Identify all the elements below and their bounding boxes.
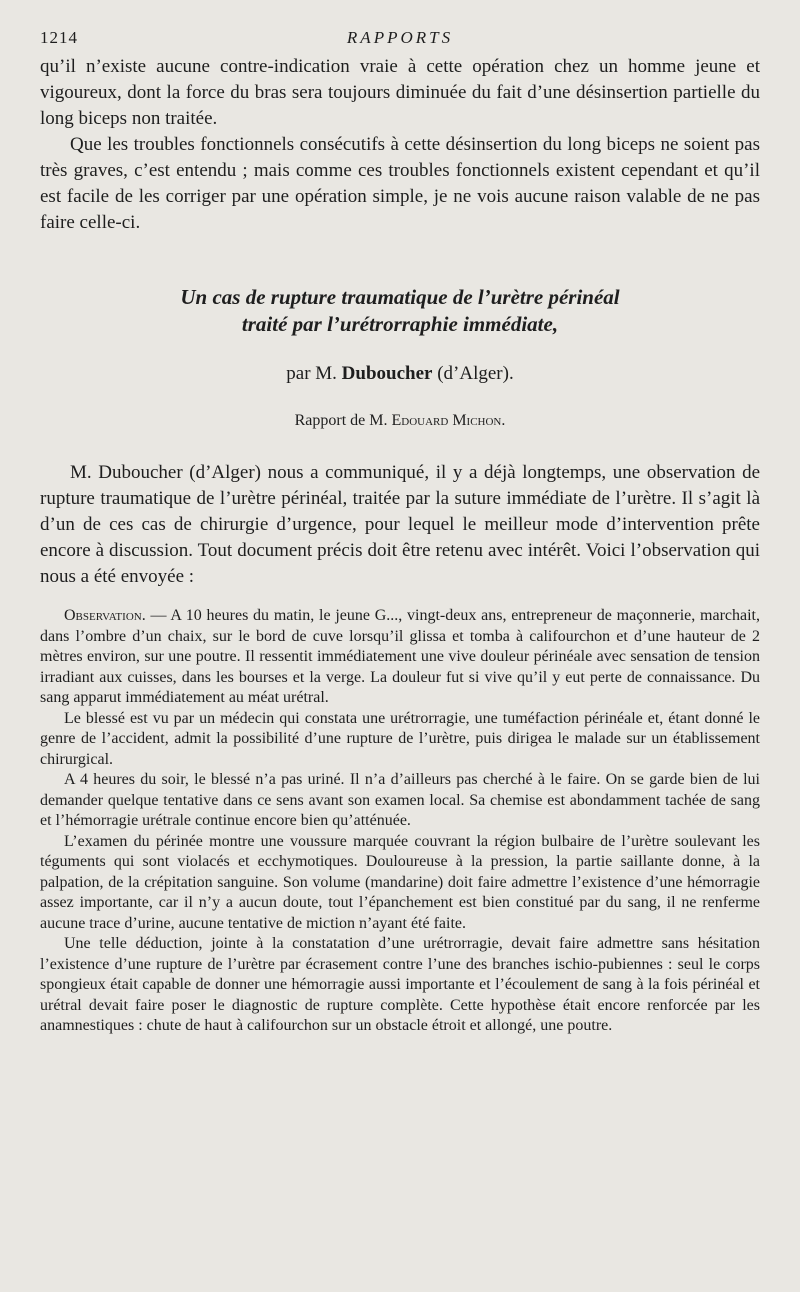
observation-label: Observation. [64,607,146,624]
article-title-line-2: traité par l’urétrorraphie immédiate, [241,312,559,336]
running-head [40,28,760,54]
previous-article-conclusion [40,54,760,236]
article-title-line-1: Un cas de rupture traumatique de l’urètre périnéal [180,285,620,309]
observation-paragraph: Le blessé est vu par un médecin qui constata une urétrorragie, une tuméfaction périnéale et, étant donné le genre de l’accident, admit la possibilité d’une rupture de l’urètre, puis dirigea le malade sur un établissement chirurgical. [40,709,760,768]
observation-section [40,606,760,1037]
observation-text: — A 10 heures du matin, le jeune G..., vingt-deux ans, entrepreneur de maçonnerie, marchait, dans l’ombre d’un chaix, sur le bord de cuve lorsqu’il glissa et tomba à califourchon et d’une hauteur de 2 mètres environ, sur une poutre. Il ressentit immédiatement une vive douleur périnéale avec sensation de tension irradiant aux cuisses, dans les bourses et la verge. La douleur fut si vive qu’il y eut perte de connaissance. Du sang apparut immédiatement au méat urétral. [40,607,761,706]
paragraph: qu’il n’existe aucune contre-indication vraie à cette opération chez un homme jeune et vigoureux, dont la force du bras sera toujours diminuée du fait d’une désinsertion partielle du long biceps non traitée. [40,56,760,129]
running-title: RAPPORTS [346,28,454,47]
byline-prefix: par M. [286,363,337,384]
observation-paragraph [40,606,760,709]
rapport-author: Edouard Michon. [391,412,506,429]
byline-author: Duboucher [341,363,433,384]
intro-paragraph: M. Duboucher (d’Alger) nous a communiqué, il y a déjà longtemps, une observation de rupture traumatique de l’urètre périnéal, traitée par la suture immédiate de l’urètre. Il s’agit là d’un de ces cas de chirurgie d’urgence, pour lequel le meilleur mode d’intervention prête encore à discussion. Tout document précis doit être retenu avec intérêt. Voici l’observation qui nous a été envoyée : [40,462,760,587]
article-title [40,284,760,338]
rapport-line [40,410,760,432]
rapport-prefix: Rapport de M. [294,412,388,429]
observation-paragraph: Une telle déduction, jointe à la constatation d’une urétrorragie, devait faire admettre sans hésitation l’existence d’une rupture de l’urètre par écrasement contre l’une des branches ischio-pubiennes : seul le corps spongieux était capable de donner une hémorragie aussi importante et l’écoulement de sang à la fois périnéal et urétral devait faire poser le diagnostic de rupture complète. Cette hypothèse était encore renforcée par les anamnestiques : chute de haut à califourchon sur un obstacle étroit et allongé, une poutre. [40,935,760,1034]
byline [40,362,760,386]
byline-suffix: (d’Alger). [437,363,514,384]
observation-paragraph: L’examen du périnée montre une voussure marquée couvrant la région bulbaire de l’urètre soulevant les téguments qui sont violacés et ecchymotiques. Douloureuse à la pression, la partie saillante donne, à la palpation, de la crépitation sanguine. Son volume (mandarine) doit faire admettre l’existence d’une hémorragie assez importante, car il n’y a aucun doute, tout l’épanchement est bien constitué par du sang, il ne renferme aucune trace d’urine, aucune tentative de miction n’ayant été faite. [40,832,760,932]
page-number: 1214 [40,28,78,47]
observation-paragraph: A 4 heures du soir, le blessé n’a pas uriné. Il n’a d’ailleurs pas cherché à le faire. On se garde bien de lui demander quelque tentative dans ce sens avant son examen local. Sa chemise est abondamment tachée de sang et l’hémorragie urétrale continue encore bien qu’atténuée. [40,771,760,829]
paragraph: Que les troubles fonctionnels consécutifs à cette désinsertion du long biceps ne soient pas très graves, c’est entendu ; mais comme ces troubles fonctionnels existent cependant et qu’il est facile de les corriger par une opération simple, je ne vois aucune raison valable de ne pas faire celle-ci. [40,134,760,233]
